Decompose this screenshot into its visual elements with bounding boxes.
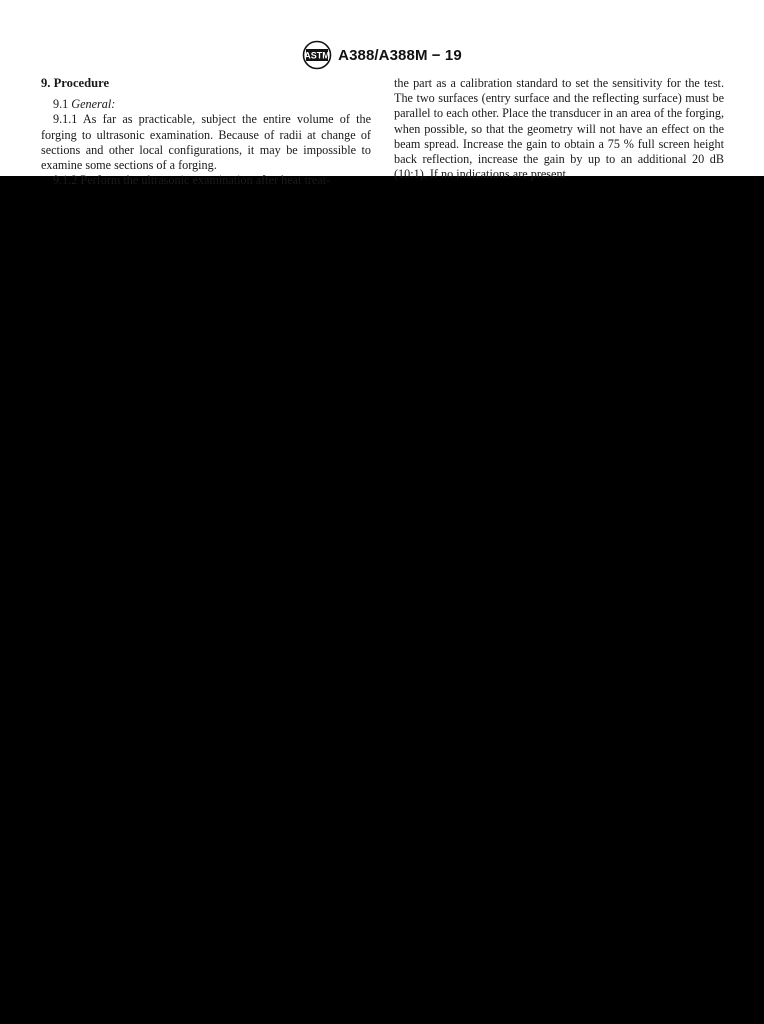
- left-column: [41, 76, 371, 188]
- paragraph-9-1-1: 9.1.1 As far as practicable, subject the entire volume of the forging to ultrasonic examination. Because of radii at change of sections and other local configurations, it may be impossible to examine some sections of a forging.: [41, 112, 371, 173]
- paragraph-9-1-heading: General:: [71, 97, 116, 112]
- section-title: 9. Procedure: [41, 76, 110, 90]
- astm-logo-text: ASTM: [304, 50, 330, 61]
- astm-logo-icon: [302, 40, 332, 70]
- paragraph-9-1-number: 9.1: [53, 97, 69, 112]
- paragraph-9-1: [41, 97, 371, 112]
- page-header: [0, 40, 764, 70]
- paragraph-9-1-2: 9.1.2 Perform the ultrasonic examination after heat treat-: [53, 173, 331, 188]
- document-page: [0, 0, 764, 188]
- right-column: [394, 76, 724, 182]
- standard-designation: A388/A388M − 19: [338, 46, 462, 64]
- paragraph-calibration: the part as a calibration standard to set the sensitivity for the test. The two surfaces (entry surface and the reflecting surface) must be parallel to each other. Place the transducer in an area of the forging, when possible, so that the geometry will not have an effect on the beam spread. Increase the gain to obtain a 75 % full screen height back reflection, increase the gain by up to an additional 20 dB (10:1). If no indications are present: [394, 76, 724, 182]
